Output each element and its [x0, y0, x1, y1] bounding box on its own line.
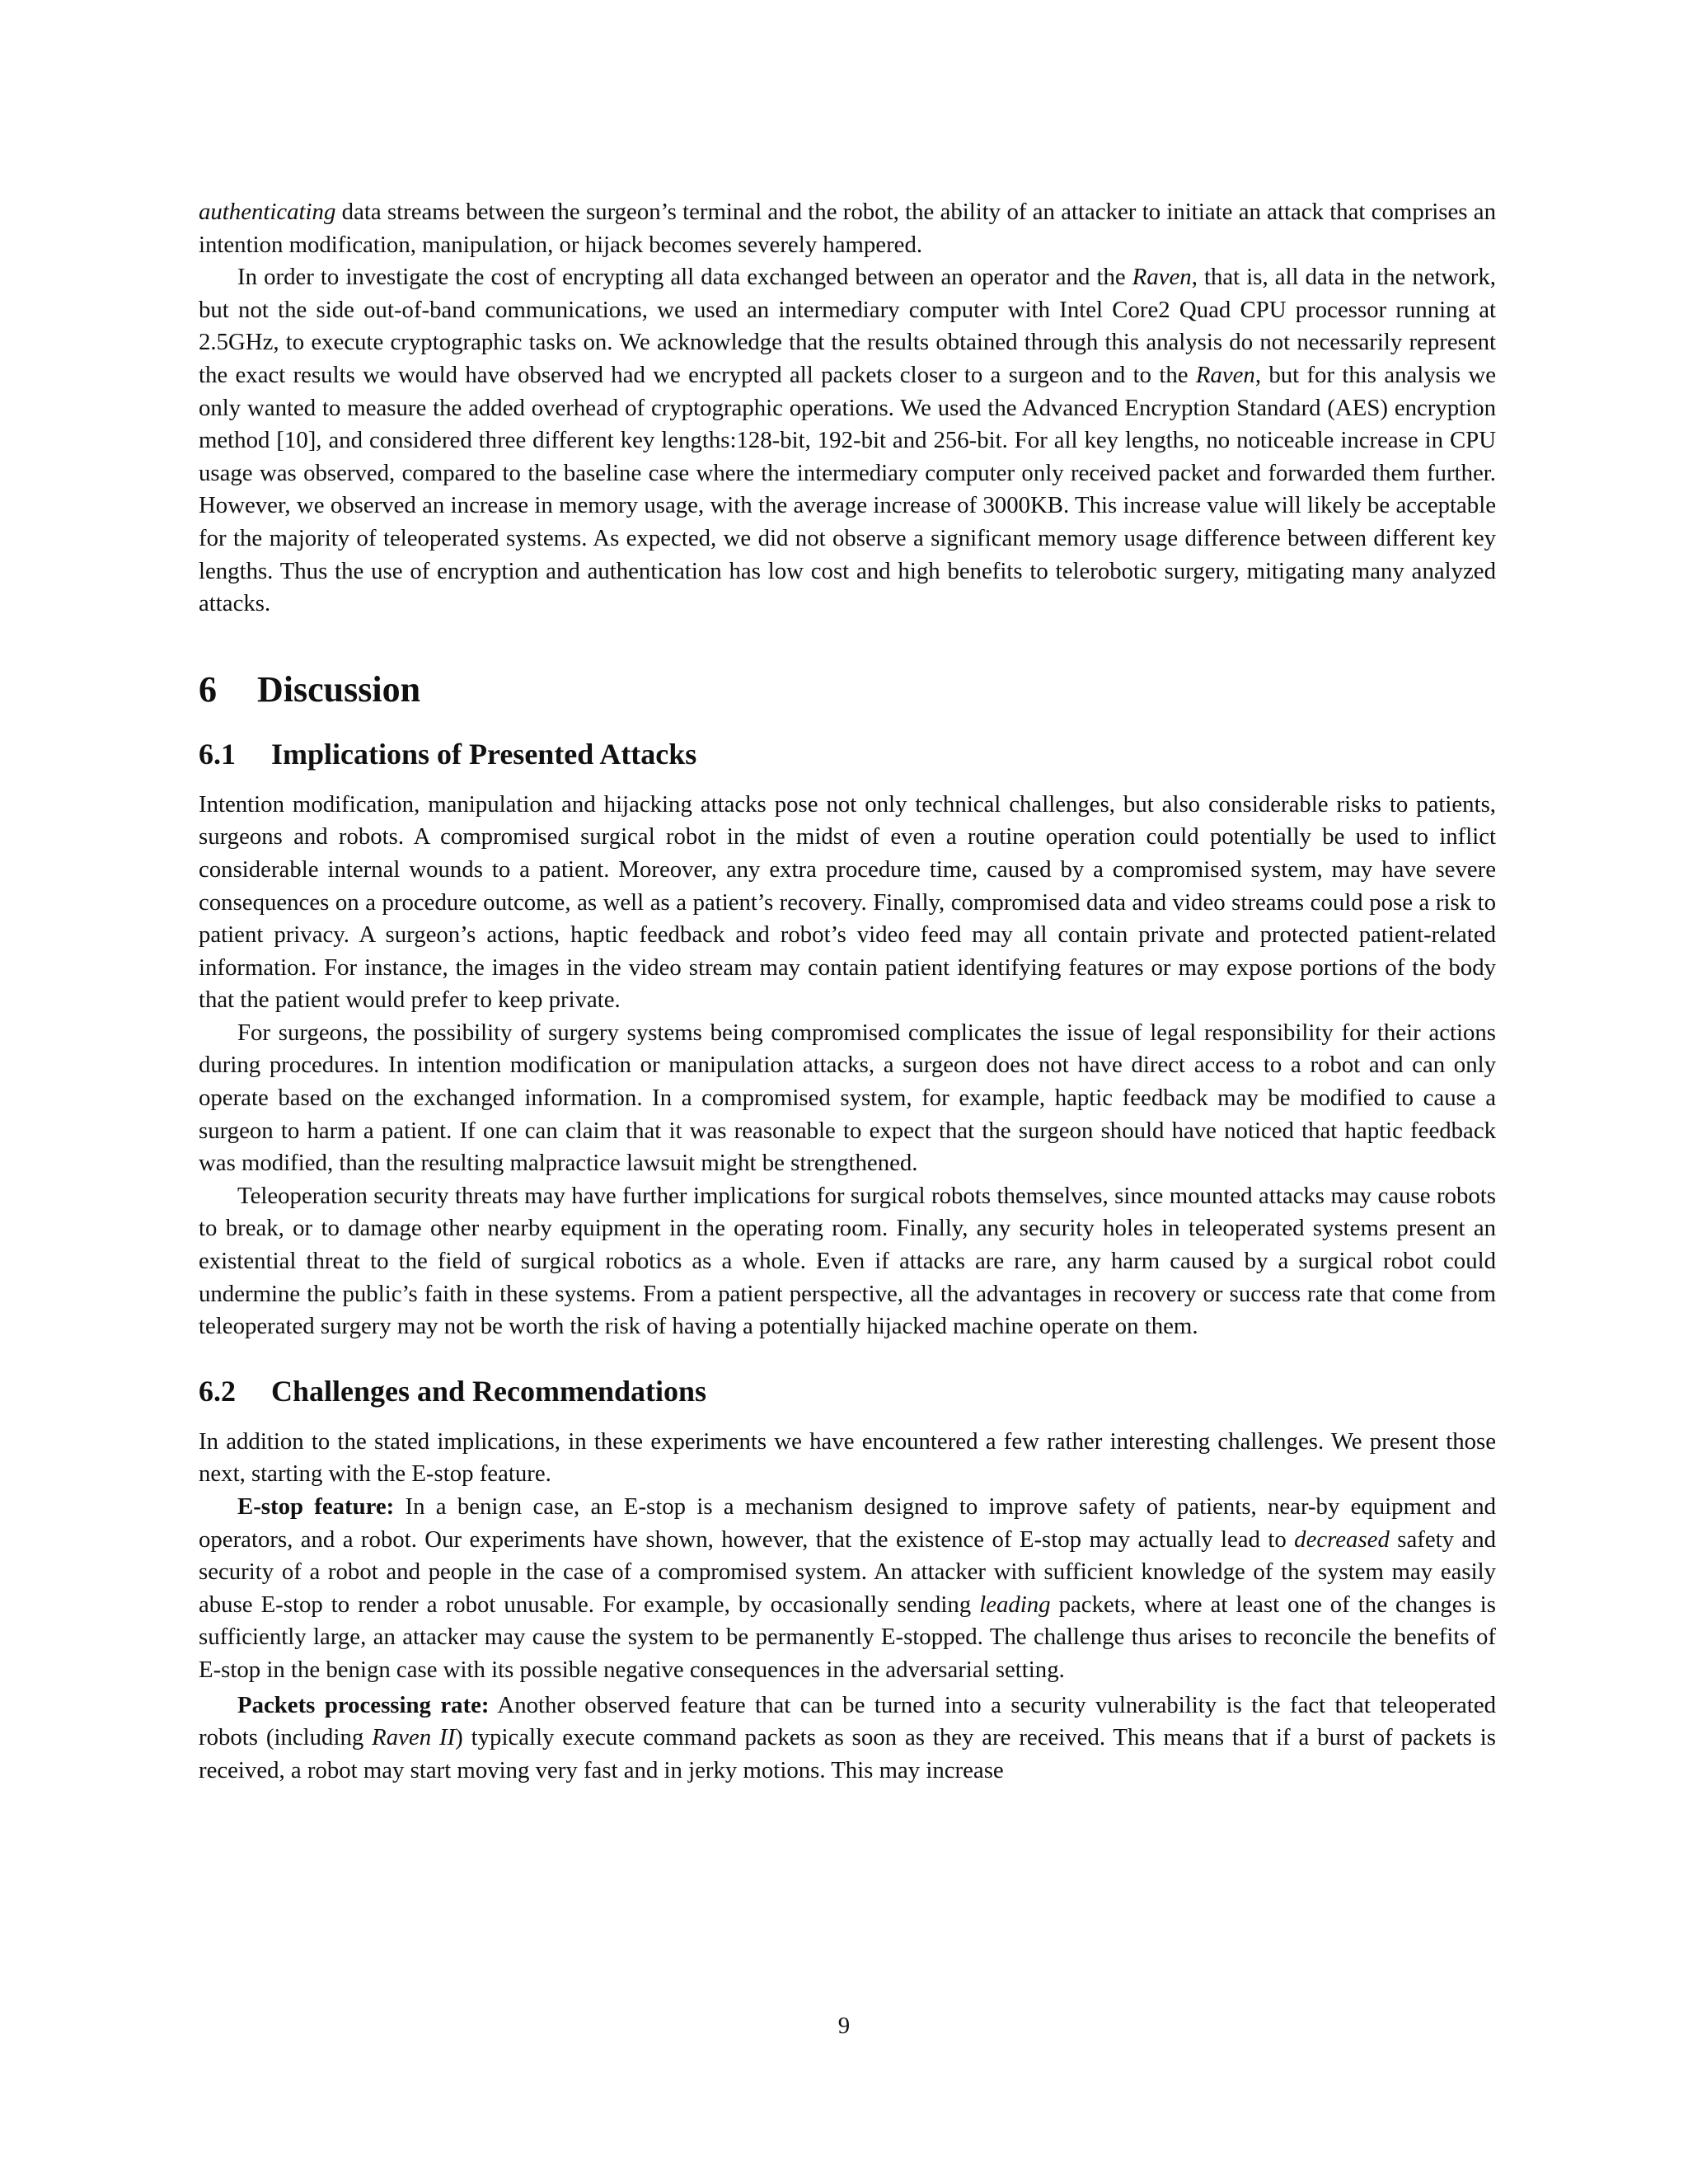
- emphasis-raven: Raven: [1195, 361, 1255, 388]
- implications-paragraph-2: For surgeons, the possibility of surgery systems being compromised complicates the issue of legal responsibility for their actions during procedures. In intention modification or manipulation attacks, a surgeon does not have direct access to a robot and can only operate based on the exchanged information. In a compromised system, for example, haptic feedback may be modified to cause a surgeon to harm a patient. If one can claim that it was reasonable to expect that the surgeon should have noticed that haptic feedback was modified, than the resulting malpractice lawsuit might be strengthened.: [199, 1019, 1496, 1177]
- section-heading-discussion: [199, 668, 1496, 711]
- intro-paragraph-1: [199, 196, 1496, 261]
- intro-p2-text-b: , that is, all data in the network, but not the side out-of-band communications, we used an intermediary computer with Intel Core2 Quad CPU processor running at 2.5GHz, to execute cryptographic tasks on. We acknowledge that the results obtained through this analysis do not necessarily represent the exact results we would have observed had we encrypted all packets closer to a surgeon and to the: [199, 264, 1496, 388]
- packets-text-a: Another observed feature that can be turned into a security vulnerability is the fact that teleoperated robots (including: [199, 1691, 1497, 1751]
- estop-run-in-heading: E-stop feature:: [237, 1493, 395, 1520]
- page-number: 9: [837, 2013, 851, 2039]
- intro-p2-text-c: , but for this analysis we only wanted to measure the added overhead of cryptographic operations. We used the Advanced Encryption Standard (AES) encryption method [10], and considered three different key lengths:128-bit, 192-bit and 256-bit. For all key lengths, no noticeable increase in CPU usage was observed, compared to the baseline case where the intermediary computer only received packet and forwarded them further. However, we observed an increase in memory usage, with the average increase of 3000KB. This increase value will likely be acceptable for the majority of teleoperated systems. As expected, we did not observe a significant memory usage difference between different key lengths. Thus the use of encryption and authentication has low cost and high benefits to telerobotic surgery, mitigating many analyzed attacks.: [199, 361, 1497, 617]
- subsection-number: 6.1: [199, 737, 236, 771]
- subsection-heading-challenges: [199, 1373, 1496, 1409]
- packets-paragraph: [199, 1690, 1496, 1788]
- packets-text-b: ) typically execute command packets as soon as they are received. This means that if a burst of packets is received, a robot may start moving very fast and in jerky motions. This may increase: [199, 1724, 1496, 1783]
- estop-paragraph: [199, 1491, 1496, 1687]
- paper-page: [199, 196, 1496, 1787]
- estop-text-c: packets, where at least one of the changes is sufficiently large, an attacker may cause the system to be permanently E-stopped. The challenge thus arises to reconcile the benefits of E-stop in the benign case with its possible negative consequences in the adversarial setting.: [199, 1591, 1496, 1683]
- estop-text-a: In a benign case, an E-stop is a mechanism designed to improve safety of patients, near-by equipment and operators, and a robot. Our experiments have shown, however, that the existence of E-stop may actually lead to: [199, 1493, 1496, 1553]
- emphasis-leading: leading: [979, 1591, 1051, 1618]
- emphasis-decreased: decreased: [1294, 1526, 1390, 1553]
- subsection-title: Implications of Presented Attacks: [271, 737, 697, 771]
- implications-paragraph-3: Teleoperation security threats may have further implications for surgical robots themselves, since mounted attacks may cause robots to break, or to damage other nearby equipment in the operating room. Finally, any security holes in teleoperated systems present an existential threat to the field of surgical robotics as a whole. Even if attacks are rare, any harm caused by a surgical robot could undermine the public’s faith in these systems. From a patient perspective, all the advantages in recovery or success rate that come from teleoperated surgery may not be worth the risk of having a potentially hijacked machine operate on them.: [199, 1182, 1496, 1340]
- intro-paragraph-2: [199, 261, 1496, 621]
- estop-text-b: safety and security of a robot and people in the case of a compromised system. An attacker with sufficient knowledge of the system may easily abuse E-stop to render a robot unusable. For example, by occasionally sending: [199, 1526, 1496, 1618]
- intro-p2-text-a: In order to investigate the cost of encrypting all data exchanged between an operator and the: [237, 264, 1132, 291]
- challenges-paragraph-1: In addition to the stated implications, in these experiments we have encountered a few rather interesting challenges. We present those next, starting with the E-stop feature.: [199, 1427, 1496, 1488]
- section-number: 6: [199, 668, 217, 710]
- packets-run-in-heading: Packets processing rate:: [237, 1691, 490, 1718]
- implications-paragraph-1: Intention modification, manipulation and hijacking attacks pose not only technical challenges, but also considerable risks to patients, surgeons and robots. A compromised surgical robot in the midst of even a routine operation could potentially be used to inflict considerable internal wounds to a patient. Moreover, any extra procedure time, caused by a compromised system, may have severe consequences on a procedure outcome, as well as a patient’s recovery. Finally, compromised data and video streams could pose a risk to patient privacy. A surgeon’s actions, haptic feedback and robot’s video feed may all contain private and protected patient-related information. For instance, the images in the video stream may contain patient identifying features or may expose portions of the body that the patient would prefer to keep private.: [199, 790, 1496, 1014]
- emphasis-raven-ii: Raven II: [372, 1724, 456, 1751]
- section-title: Discussion: [257, 668, 421, 710]
- intro-paragraph-1-text: data streams between the surgeon’s terminal and the robot, the ability of an attacker to initiate an attack that comprises an intention modification, manipulation, or hijack becomes severely hampered.: [199, 199, 1496, 258]
- emphasis-authenticating: authenticating: [199, 199, 336, 225]
- subsection-number: 6.2: [199, 1374, 236, 1408]
- emphasis-raven: Raven: [1132, 264, 1192, 291]
- subsection-title: Challenges and Recommendations: [271, 1374, 707, 1408]
- subsection-heading-implications: [199, 736, 1496, 772]
